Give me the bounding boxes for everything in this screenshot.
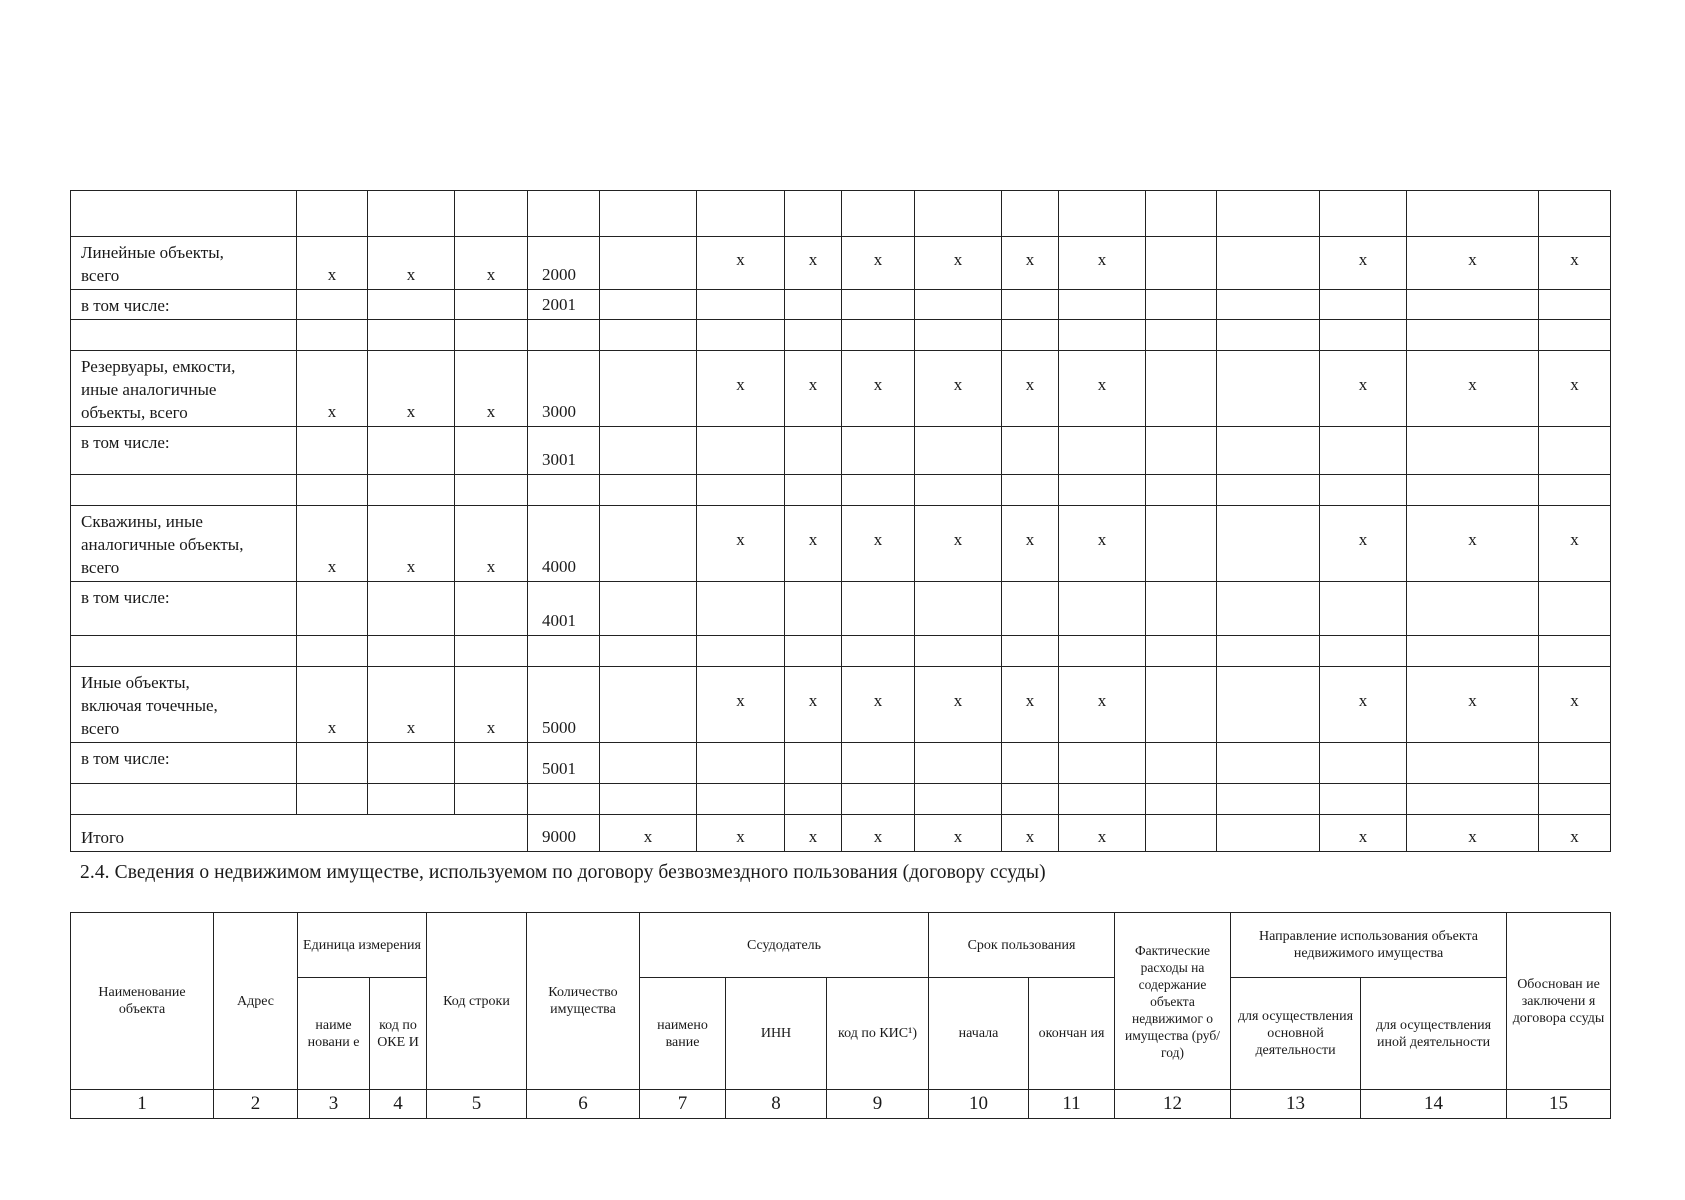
empty-cell [842,290,915,320]
not-applicable-mark: x [915,237,1002,290]
row-name-line: Иные объекты, [81,673,190,692]
not-applicable-mark: x [842,351,915,427]
empty-cell [1217,784,1320,815]
not-applicable-mark: x [842,506,915,582]
empty-cell [697,320,785,351]
column-number: 6 [527,1090,640,1119]
row-name [71,237,297,290]
row-code: 5000 [528,667,600,743]
not-applicable-mark: x [1059,237,1146,290]
empty-cell [368,427,455,475]
empty-cell [297,427,368,475]
row-code: 9000 [528,815,600,852]
empty-cell [600,427,697,475]
not-applicable-mark: x [1059,351,1146,427]
empty-cell [1059,582,1146,636]
empty-cell [842,636,915,667]
empty-cell [297,636,368,667]
empty-cell [1320,636,1407,667]
table-row [71,427,1611,475]
header-term: Срок пользования [929,913,1115,978]
row-name [71,506,297,582]
empty-cell [297,582,368,636]
column-number: 1 [71,1090,214,1119]
empty-cell [600,667,697,743]
empty-cell [1146,290,1217,320]
empty-cell [71,636,297,667]
empty-cell [1217,636,1320,667]
empty-cell [600,784,697,815]
empty-cell [1539,320,1611,351]
header-unit-name: наиме новани е [298,978,370,1090]
empty-cell [455,320,528,351]
empty-cell [697,582,785,636]
empty-cell [1217,815,1320,852]
empty-cell [1146,506,1217,582]
empty-cell [1217,743,1320,784]
empty-cell [842,743,915,784]
empty-cell [600,475,697,506]
row-code: 3001 [528,427,600,475]
not-applicable-mark: x [697,815,785,852]
empty-cell [1217,191,1320,237]
row-name-line: объекты, всего [81,403,188,422]
empty-cell [1539,427,1611,475]
not-applicable-mark: x [697,667,785,743]
empty-cell [297,290,368,320]
empty-cell [1217,506,1320,582]
column-number: 9 [827,1090,929,1119]
empty-cell [1320,191,1407,237]
empty-cell [455,427,528,475]
empty-cell [1002,475,1059,506]
empty-cell [600,237,697,290]
not-applicable-mark: x [842,237,915,290]
empty-cell [842,191,915,237]
empty-cell [1217,320,1320,351]
empty-cell [842,475,915,506]
empty-cell [1217,427,1320,475]
empty-cell [600,351,697,427]
column-number: 7 [640,1090,726,1119]
header-quantity: Количество имущества [527,913,640,1090]
empty-cell [785,582,842,636]
column-number: 5 [427,1090,527,1119]
empty-cell [1146,320,1217,351]
empty-cell [455,636,528,667]
empty-cell [528,784,600,815]
section-2-4-caption: 2.4. Сведения о недвижимом имуществе, используемом по договору безвозмездного пользования (договору ссуды) [80,862,1046,883]
empty-cell [455,784,528,815]
empty-cell [1059,475,1146,506]
empty-cell [71,784,297,815]
empty-cell [455,475,528,506]
empty-cell [528,475,600,506]
empty-cell [1539,743,1611,784]
not-applicable-mark: x [1320,667,1407,743]
header-term-end: окончан ия [1029,978,1115,1090]
empty-cell [1320,320,1407,351]
empty-cell [1217,237,1320,290]
table-row [71,237,1611,290]
empty-cell [1320,290,1407,320]
empty-cell [297,191,368,237]
row-name-line: аналогичные объекты, [81,535,244,554]
table-row [71,667,1611,743]
header-lender: Ссудодатель [640,913,929,978]
empty-cell [1320,582,1407,636]
empty-cell [1146,191,1217,237]
empty-cell [697,743,785,784]
empty-cell [785,743,842,784]
not-applicable-mark: x [1407,506,1539,582]
header-usage-other: для осуществления иной деятельности [1361,978,1507,1090]
empty-cell [785,784,842,815]
not-applicable-mark: x [915,506,1002,582]
empty-cell [297,320,368,351]
header-unit: Единица измерения [298,913,427,978]
not-applicable-mark: x [455,351,528,427]
row-name: в том числе: [71,743,297,784]
not-applicable-mark: x [455,667,528,743]
empty-cell [1002,636,1059,667]
column-number: 11 [1029,1090,1115,1119]
not-applicable-mark: x [600,815,697,852]
header-contract-basis: Обоснован ие заключени я договора ссуды [1507,913,1611,1090]
empty-cell [1146,815,1217,852]
column-number: 2 [214,1090,298,1119]
empty-cell [1059,784,1146,815]
row-code: 2001 [528,290,600,320]
empty-cell [1539,191,1611,237]
row-name: Итого [71,815,528,852]
table-row [71,743,1611,784]
empty-cell [528,320,600,351]
not-applicable-mark: x [842,667,915,743]
empty-cell [842,582,915,636]
empty-cell [1217,290,1320,320]
column-number: 15 [1507,1090,1611,1119]
empty-cell [368,475,455,506]
empty-cell [1320,475,1407,506]
empty-cell [455,743,528,784]
not-applicable-mark: x [1407,237,1539,290]
empty-cell [1217,351,1320,427]
empty-cell [71,475,297,506]
table-row [71,191,1611,237]
table-row [71,290,1611,320]
not-applicable-mark: x [455,506,528,582]
empty-cell [1146,582,1217,636]
empty-cell [697,784,785,815]
not-applicable-mark: x [1407,351,1539,427]
empty-cell [842,784,915,815]
empty-cell [1407,743,1539,784]
row-code: 3000 [528,351,600,427]
empty-cell [1320,743,1407,784]
empty-cell [1407,475,1539,506]
header-lender-name: наимено вание [640,978,726,1090]
not-applicable-mark: x [297,351,368,427]
empty-cell [368,784,455,815]
column-number: 13 [1231,1090,1361,1119]
empty-cell [1146,784,1217,815]
empty-cell [1002,320,1059,351]
column-number: 3 [298,1090,370,1119]
empty-cell [1539,784,1611,815]
empty-cell [1407,290,1539,320]
empty-cell [368,290,455,320]
row-name [71,351,297,427]
empty-cell [1002,427,1059,475]
not-applicable-mark: x [1002,351,1059,427]
empty-cell [697,475,785,506]
free-use-property-table [70,912,1611,1119]
empty-cell [1059,636,1146,667]
not-applicable-mark: x [297,667,368,743]
empty-cell [1146,427,1217,475]
not-applicable-mark: x [1539,237,1611,290]
empty-cell [1407,582,1539,636]
column-number: 4 [370,1090,427,1119]
not-applicable-mark: x [1320,815,1407,852]
empty-cell [1146,743,1217,784]
not-applicable-mark: x [785,815,842,852]
not-applicable-mark: x [368,237,455,290]
empty-cell [915,320,1002,351]
empty-cell [915,582,1002,636]
empty-cell [1059,191,1146,237]
not-applicable-mark: x [915,667,1002,743]
not-applicable-mark: x [785,351,842,427]
not-applicable-mark: x [1059,815,1146,852]
empty-cell [455,191,528,237]
row-code: 5001 [528,743,600,784]
header-lender-kis: код по КИС¹) [827,978,929,1090]
empty-cell [455,290,528,320]
empty-cell [297,743,368,784]
empty-cell [600,636,697,667]
not-applicable-mark: x [1002,815,1059,852]
empty-cell [368,636,455,667]
not-applicable-mark: x [368,351,455,427]
empty-cell [915,290,1002,320]
not-applicable-mark: x [697,237,785,290]
empty-cell [368,191,455,237]
empty-cell [600,743,697,784]
row-name-line: всего [81,558,120,577]
header-usage-main: для осуществления основной деятельности [1231,978,1361,1090]
empty-cell [600,320,697,351]
empty-cell [1146,237,1217,290]
row-name-line: всего [81,266,120,285]
empty-cell [1059,427,1146,475]
table-row [71,351,1611,427]
column-number: 10 [929,1090,1029,1119]
not-applicable-mark: x [1539,506,1611,582]
not-applicable-mark: x [1002,506,1059,582]
not-applicable-mark: x [297,506,368,582]
empty-cell [785,290,842,320]
table-row [71,784,1611,815]
not-applicable-mark: x [915,351,1002,427]
table-row [71,582,1611,636]
not-applicable-mark: x [1059,506,1146,582]
header-address: Адрес [214,913,298,1090]
empty-cell [1407,191,1539,237]
empty-cell [600,506,697,582]
not-applicable-mark: x [368,667,455,743]
empty-cell [71,320,297,351]
column-number: 8 [726,1090,827,1119]
column-number: 12 [1115,1090,1231,1119]
empty-cell [915,475,1002,506]
header-usage-direction: Направление использования объекта недвижимого имущества [1231,913,1507,978]
row-name: в том числе: [71,427,297,475]
empty-cell [1059,320,1146,351]
row-name-line: иные аналогичные [81,380,217,399]
row-code: 2000 [528,237,600,290]
empty-cell [71,191,297,237]
not-applicable-mark: x [1407,667,1539,743]
row-name: в том числе: [71,290,297,320]
not-applicable-mark: x [697,351,785,427]
empty-cell [915,636,1002,667]
empty-cell [1407,636,1539,667]
empty-cell [785,427,842,475]
empty-cell [785,191,842,237]
header-row-code: Код строки [427,913,527,1090]
not-applicable-mark: x [1059,667,1146,743]
not-applicable-mark: x [1002,667,1059,743]
empty-cell [1539,290,1611,320]
empty-cell [1407,784,1539,815]
row-name: в том числе: [71,582,297,636]
row-code: 4001 [528,582,600,636]
not-applicable-mark: x [1320,351,1407,427]
row-name [71,667,297,743]
empty-cell [697,427,785,475]
empty-cell [1002,743,1059,784]
empty-cell [915,743,1002,784]
empty-cell [1146,351,1217,427]
column-number-row [71,1090,1611,1119]
empty-cell [915,427,1002,475]
row-name-line: Линейные объекты, [81,243,224,262]
empty-cell [368,743,455,784]
not-applicable-mark: x [1539,815,1611,852]
header-term-start: начала [929,978,1029,1090]
not-applicable-mark: x [1407,815,1539,852]
empty-cell [1002,290,1059,320]
empty-cell [785,636,842,667]
empty-cell [600,582,697,636]
empty-cell [1407,427,1539,475]
not-applicable-mark: x [455,237,528,290]
empty-cell [1059,290,1146,320]
row-name-line: всего [81,719,120,738]
row-name-line: включая точечные, [81,696,218,715]
row-name-line: Скважины, иные [81,512,203,531]
not-applicable-mark: x [1539,351,1611,427]
empty-cell [1539,636,1611,667]
header-lender-inn: ИНН [726,978,827,1090]
empty-cell [1217,582,1320,636]
column-number: 14 [1361,1090,1507,1119]
table-row [71,636,1611,667]
empty-cell [600,191,697,237]
not-applicable-mark: x [785,237,842,290]
empty-cell [1059,743,1146,784]
empty-cell [1217,475,1320,506]
empty-cell [1539,582,1611,636]
not-applicable-mark: x [297,237,368,290]
empty-cell [600,290,697,320]
empty-cell [842,320,915,351]
empty-cell [1146,475,1217,506]
header-unit-okei: код по ОКЕ И [370,978,427,1090]
header-object-name: Наименование объекта [71,913,214,1090]
not-applicable-mark: x [915,815,1002,852]
empty-cell [697,636,785,667]
empty-cell [528,191,600,237]
empty-cell [1146,636,1217,667]
empty-cell [785,475,842,506]
empty-cell [1539,475,1611,506]
header-actual-costs: Фактические расходы на содержание объекта недвижимог о имущества (руб/год) [1115,913,1231,1090]
empty-cell [1002,784,1059,815]
empty-cell [455,582,528,636]
empty-cell [1217,667,1320,743]
not-applicable-mark: x [1320,237,1407,290]
empty-cell [1320,784,1407,815]
empty-cell [697,191,785,237]
table-row [71,815,1611,852]
empty-cell [915,191,1002,237]
table-row [71,506,1611,582]
empty-cell [1407,320,1539,351]
empty-cell [297,475,368,506]
not-applicable-mark: x [1320,506,1407,582]
empty-cell [368,320,455,351]
not-applicable-mark: x [697,506,785,582]
property-table-continued [70,190,1611,852]
not-applicable-mark: x [1002,237,1059,290]
not-applicable-mark: x [368,506,455,582]
empty-cell [1002,582,1059,636]
empty-cell [915,784,1002,815]
empty-cell [842,427,915,475]
row-code: 4000 [528,506,600,582]
empty-cell [697,290,785,320]
empty-cell [1320,427,1407,475]
not-applicable-mark: x [785,667,842,743]
empty-cell [368,582,455,636]
empty-cell [1002,191,1059,237]
empty-cell [297,784,368,815]
empty-cell [528,636,600,667]
table-row [71,475,1611,506]
empty-cell [785,320,842,351]
row-name-line: Резервуары, емкости, [81,357,236,376]
table-row [71,320,1611,351]
not-applicable-mark: x [1539,667,1611,743]
not-applicable-mark: x [785,506,842,582]
empty-cell [1146,667,1217,743]
not-applicable-mark: x [842,815,915,852]
